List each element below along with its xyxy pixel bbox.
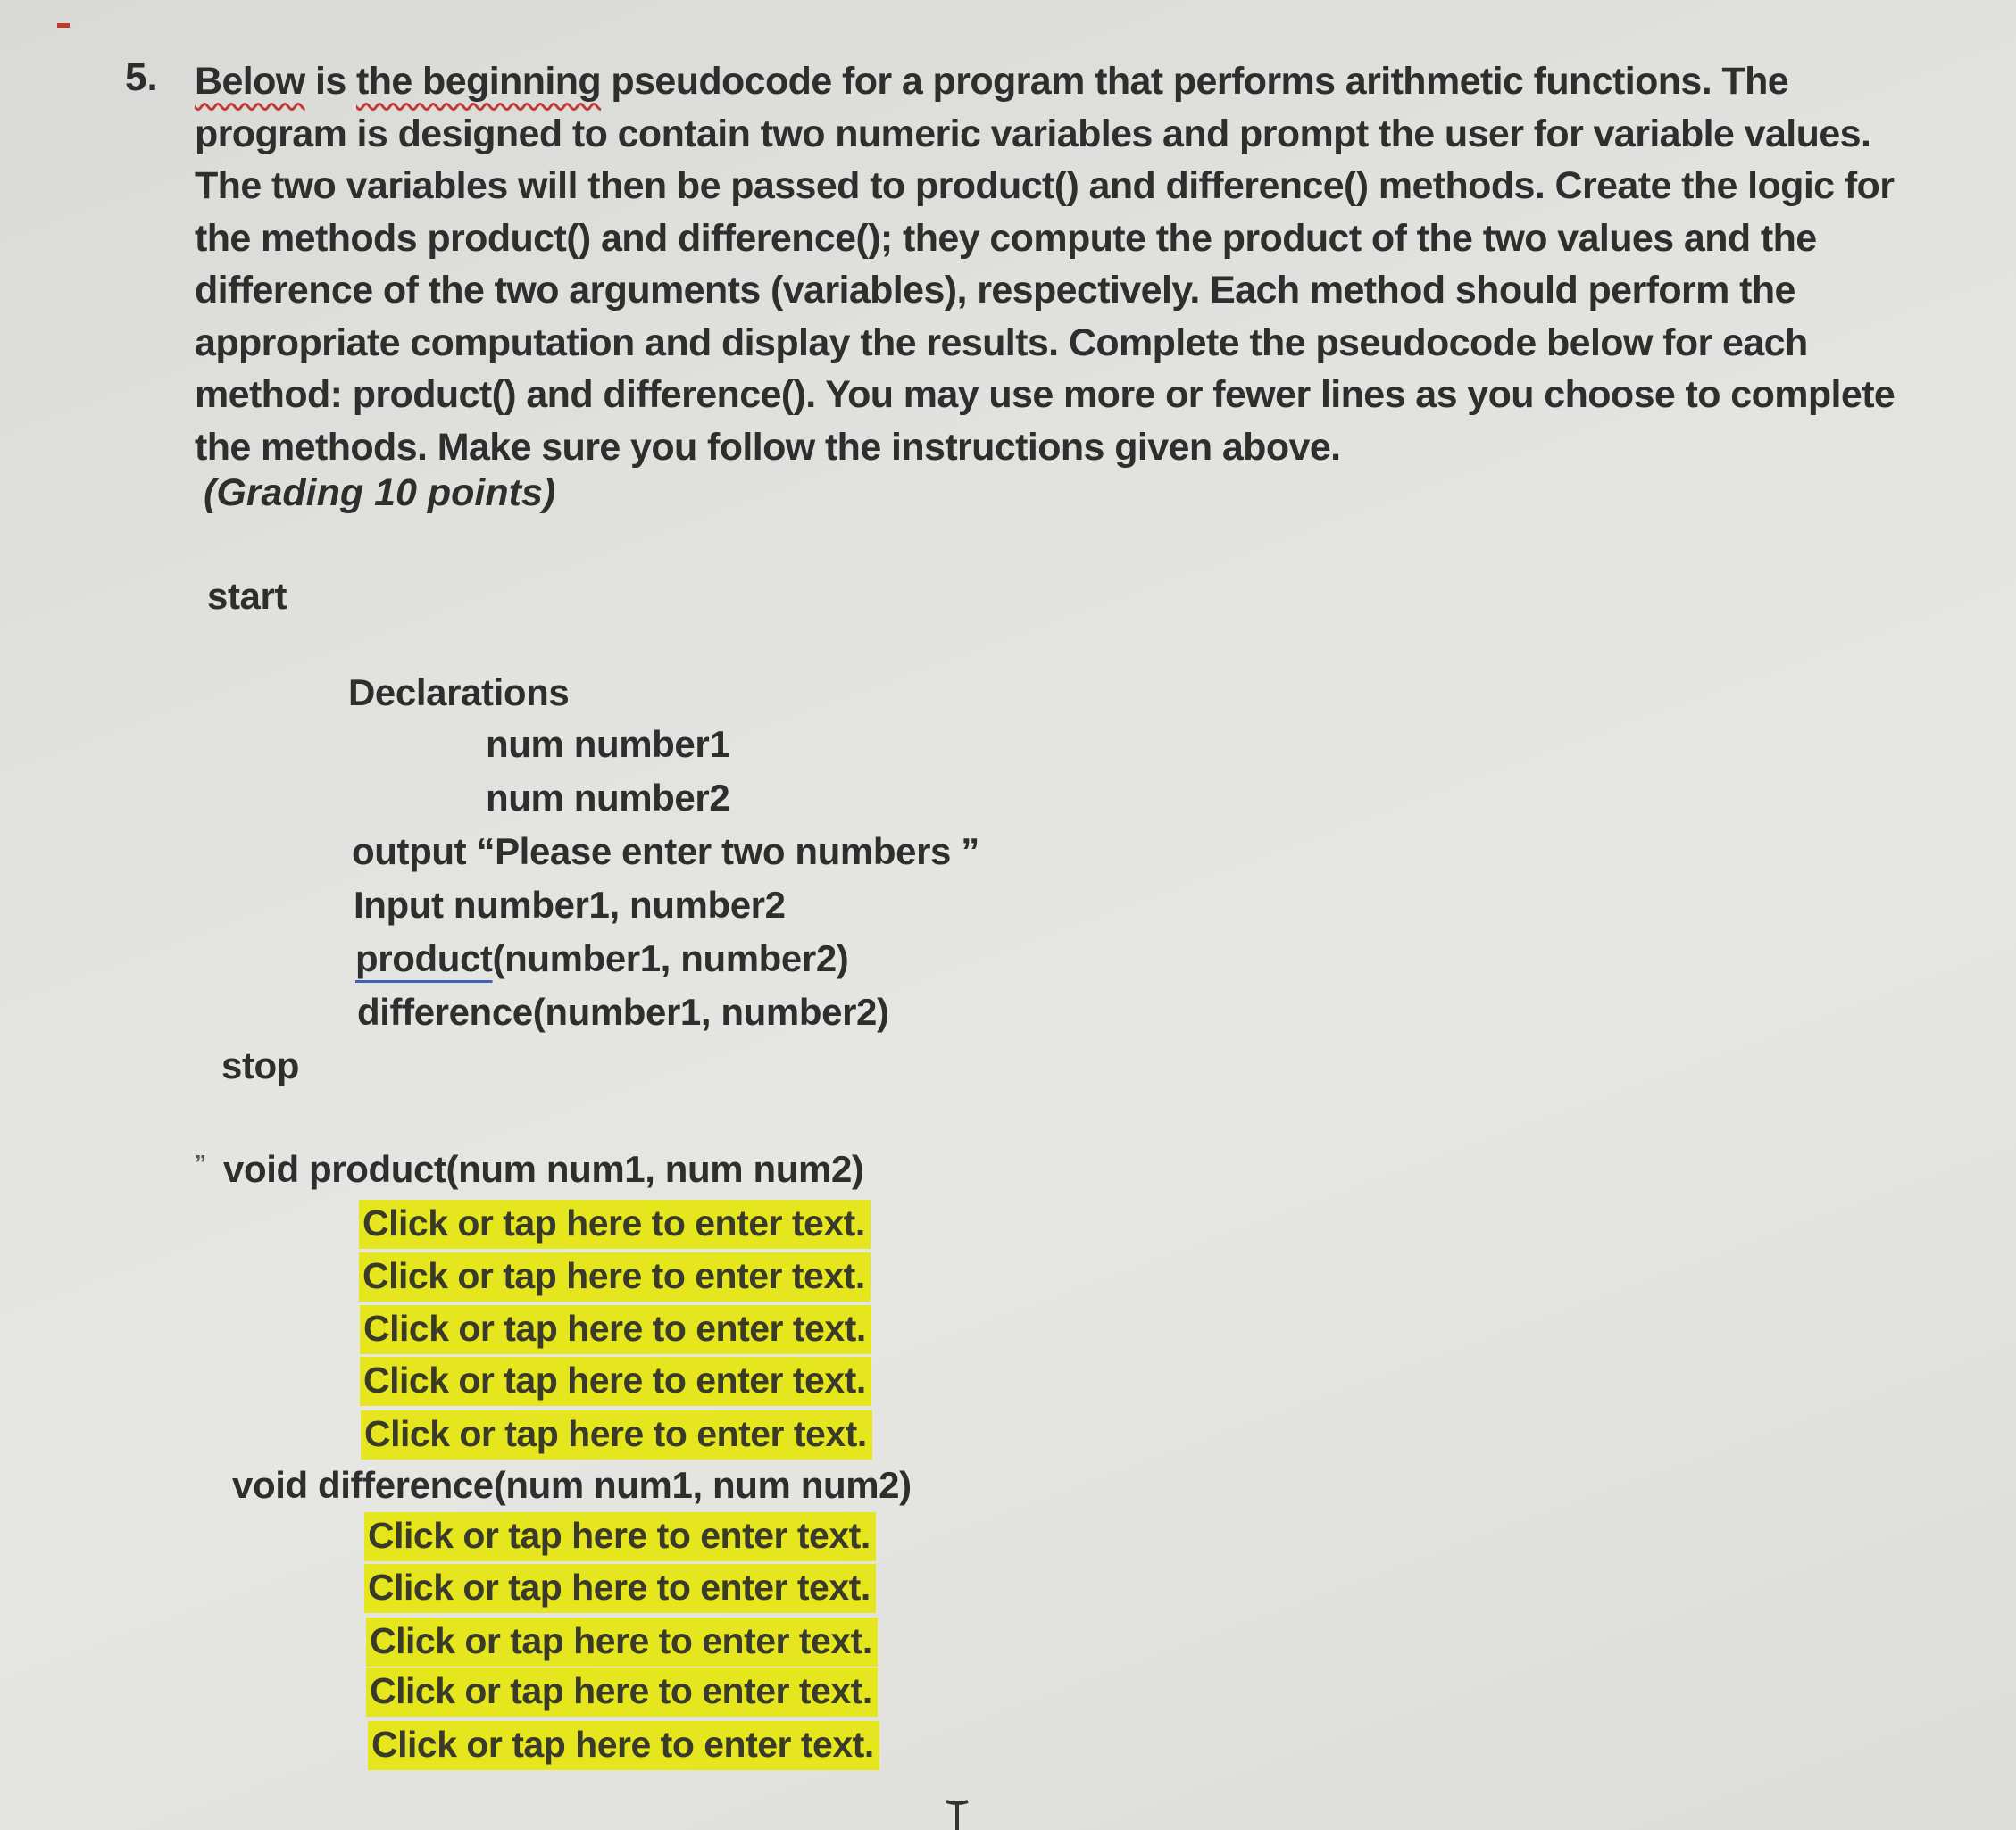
- question-text: [195, 55, 1895, 473]
- difference-entry-field[interactable]: Click or tap here to enter text.: [364, 1512, 876, 1561]
- question-line: the methods. Make sure you follow the instructions given above.: [195, 425, 1341, 469]
- code-product-call: product(number1, number2): [355, 937, 849, 979]
- difference-signature: void difference(num num1, num num2): [232, 1464, 912, 1506]
- code-stop: stop: [221, 1044, 300, 1086]
- code-declarations: Declarations: [348, 671, 570, 713]
- code-var-number2: num number2: [486, 777, 730, 819]
- difference-entry-field[interactable]: Click or tap here to enter text.: [364, 1564, 876, 1613]
- code-output: output “Please enter two numbers ”: [352, 830, 979, 872]
- grading-note: (Grading 10 points): [204, 471, 556, 514]
- question-line: difference of the two arguments (variables), respectively. Each method should perform the: [195, 269, 1795, 312]
- question-line: method: product() and difference(). You may use more or fewer lines as you choose to complete: [195, 373, 1895, 416]
- difference-entry-field[interactable]: Click or tap here to enter text.: [366, 1618, 878, 1667]
- spelling-squiggle: the beginning: [356, 60, 602, 103]
- question-line: program is designed to contain two numeric variables and prompt the user for variable values.: [195, 112, 1871, 155]
- paragraph-mark: ”: [195, 1150, 206, 1177]
- code-input: Input number1, number2: [354, 884, 786, 926]
- product-entry-field[interactable]: Click or tap here to enter text.: [360, 1357, 871, 1406]
- question-line: Below is the beginning pseudocode for a program that performs arithmetic functions. The: [195, 60, 1789, 103]
- product-signature: void product(num num1, num num2): [223, 1148, 864, 1190]
- code-start: start: [207, 575, 287, 617]
- code-var-number1: num number1: [486, 723, 730, 765]
- product-entry-field[interactable]: Click or tap here to enter text.: [361, 1410, 872, 1460]
- product-entry-field[interactable]: Click or tap here to enter text.: [359, 1252, 871, 1302]
- difference-entry-field[interactable]: Click or tap here to enter text.: [368, 1721, 879, 1770]
- question-number: 5.: [125, 55, 158, 99]
- question-line: the methods product() and difference(); they compute the product of the two values and the: [195, 216, 1817, 260]
- code-difference-call: difference(number1, number2): [357, 991, 889, 1033]
- text-cursor-icon: [939, 1794, 975, 1830]
- spelling-squiggle: Below: [195, 60, 305, 103]
- corner-mark: [57, 23, 70, 28]
- difference-entry-field[interactable]: Click or tap here to enter text.: [366, 1668, 878, 1717]
- product-entry-field[interactable]: Click or tap here to enter text.: [359, 1200, 871, 1249]
- grammar-squiggle: product: [355, 937, 493, 979]
- product-entry-field[interactable]: Click or tap here to enter text.: [360, 1305, 871, 1354]
- question-line: The two variables will then be passed to product() and difference() methods. Create the logic for: [195, 164, 1895, 207]
- question-line: appropriate computation and display the results. Complete the pseudocode below for each: [195, 320, 1808, 364]
